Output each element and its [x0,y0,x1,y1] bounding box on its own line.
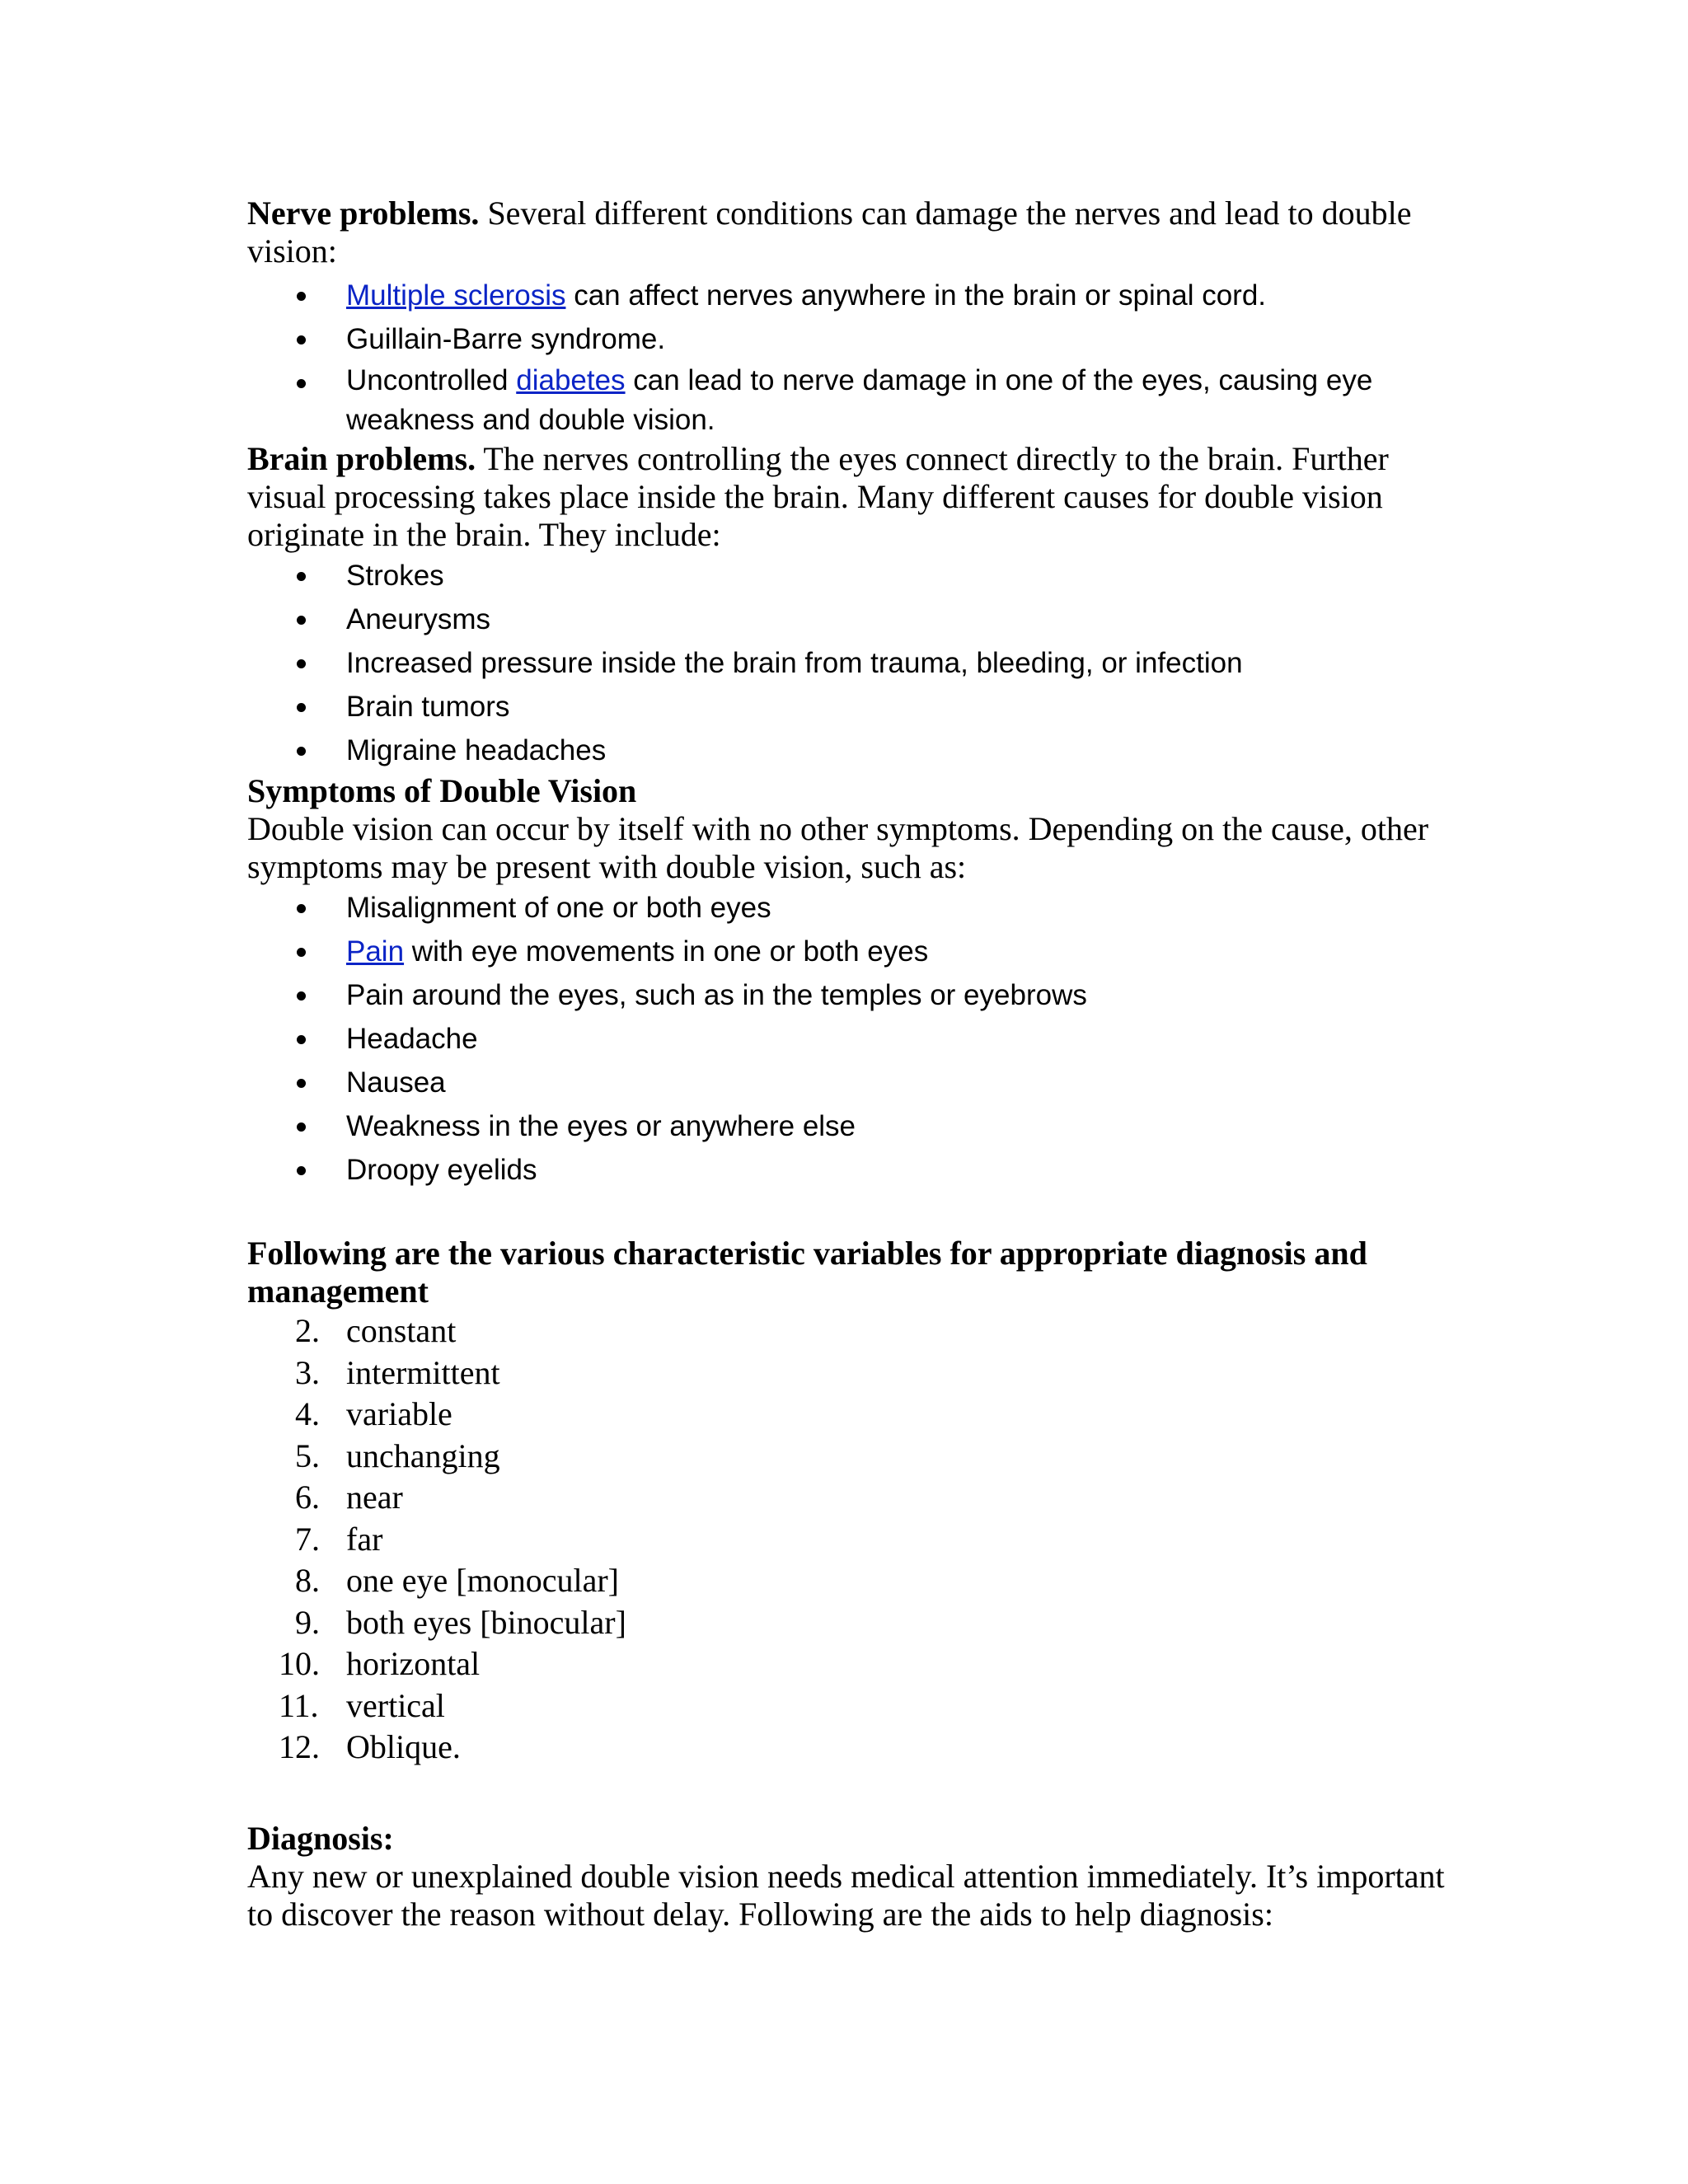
list-item-text: near [346,1479,403,1516]
symptoms-text: Double vision can occur by itself with no other symptoms. Depending on the cause, other symptoms may be present with double vision, such as: [247,810,1429,885]
list-item-text: intermittent [346,1353,500,1391]
list-item [247,554,1451,598]
list-item-text: one eye [monocular] [346,1562,619,1599]
bullet-icon [297,1166,306,1175]
list-item [247,1519,1451,1561]
list-item-text: Aneurysms [346,603,491,635]
diagnosis-heading: Diagnosis: [247,1819,394,1857]
list-item-text: horizontal [346,1645,481,1682]
list-item-text: with eye movements in one or both eyes [404,935,929,968]
list-item [247,729,1451,772]
list-item-text: Uncontrolled [346,364,517,396]
list-item [247,1352,1451,1394]
list-item-text: Migraine headaches [346,734,607,766]
variables-heading: Following are the various characteristic variables for appropriate diagnosis and management [247,1235,1367,1310]
list-item [247,1436,1451,1478]
list-item [247,973,1451,1017]
list-item [247,1643,1451,1685]
brain-problems-list [247,554,1451,772]
symptoms-list [247,886,1451,1192]
brain-problems-heading: Brain problems. [247,440,476,477]
list-item [247,317,1451,361]
list-item [247,1017,1451,1061]
list-item [247,685,1451,729]
list-item-text: vertical [346,1686,445,1724]
list-item-text: Brain tumors [346,691,510,723]
list-item [247,1727,1451,1769]
list-item [247,1560,1451,1602]
list-item [247,1394,1451,1436]
list-item [247,1685,1451,1727]
list-item [247,930,1451,973]
list-number: 9. [295,1603,320,1641]
list-item [247,1104,1451,1148]
bullet-icon [297,904,306,913]
bullet-icon [297,659,306,668]
document-content [247,194,1451,1933]
nerve-problems-paragraph [247,194,1451,270]
list-item-text: Pain around the eyes, such as in the temples or eyebrows [346,979,1087,1011]
bullet-icon [297,292,306,301]
bullet-icon [297,616,306,625]
bullet-icon [297,572,306,581]
list-item-text: Oblique. [346,1728,461,1765]
list-item-text: constant [346,1312,457,1349]
list-number: 12. [279,1728,320,1765]
list-item-text: Strokes [346,560,444,592]
list-item [247,361,1451,440]
list-number: 11. [279,1686,319,1724]
list-item-text: Nausea [346,1066,446,1099]
list-item [247,1477,1451,1519]
list-item-text: Misalignment of one or both eyes [346,892,771,924]
diagnosis-text: Any new or unexplained double vision needs medical attention immediately. It’s important to discover the reason without delay. Following are the aids to help diagnosis: [247,1857,1445,1933]
list-item-text: Increased pressure inside the brain from trauma, bleeding, or infection [346,647,1243,679]
list-number: 4. [295,1395,320,1432]
pain-link[interactable]: Pain [346,935,405,968]
bullet-icon [297,379,306,388]
bullet-icon [297,991,306,1001]
list-item-text: far [346,1520,383,1558]
bullet-icon [297,335,306,344]
nerve-problems-text: Several different conditions can damage the nerves and lead to double vision: [247,194,1412,269]
bullet-icon [297,1122,306,1132]
list-item-text: can affect nerves anywhere in the brain or spinal cord. [565,279,1267,312]
list-item [247,641,1451,685]
list-item-text: Guillain-Barre syndrome. [346,323,666,355]
list-item-text: both eyes [binocular] [346,1603,626,1641]
nerve-problems-list [247,274,1451,440]
list-item [247,1602,1451,1644]
list-item-text: variable [346,1395,452,1432]
list-item [247,886,1451,930]
list-item [247,598,1451,641]
brain-problems-paragraph [247,440,1451,554]
list-number: 5. [295,1436,320,1474]
bullet-icon [297,1035,306,1044]
list-item [247,1310,1451,1352]
list-item [247,274,1451,317]
list-item-text: unchanging [346,1436,500,1474]
list-number: 8. [295,1562,320,1599]
bullet-icon [297,1079,306,1088]
bullet-icon [297,747,306,756]
list-item-text: Headache [346,1023,478,1055]
list-number: 7. [295,1520,320,1558]
multiple-sclerosis-link[interactable]: Multiple sclerosis [346,279,566,312]
list-number: 6. [295,1479,320,1516]
list-item-text: can lead to nerve damage in one of the eyes, causing eye weakness and double vision. [346,364,1373,436]
list-item-text: Droopy eyelids [346,1154,537,1186]
bullet-icon [297,703,306,712]
list-number: 10. [279,1645,320,1682]
brain-problems-text: The nerves controlling the eyes connect directly to the brain. Further visual processing takes place inside the brain. Many different causes for double vision originate in the brain. They include: [247,440,1389,553]
nerve-problems-heading: Nerve problems. [247,194,480,232]
bullet-icon [297,948,306,957]
list-number: 3. [295,1353,320,1391]
list-number: 2. [295,1312,320,1349]
list-item [247,1148,1451,1192]
variables-list [247,1310,1451,1769]
list-item-text: Weakness in the eyes or anywhere else [346,1110,856,1142]
list-item [247,1061,1451,1104]
symptoms-heading: Symptoms of Double Vision [247,772,637,809]
diabetes-link[interactable]: diabetes [516,364,626,396]
